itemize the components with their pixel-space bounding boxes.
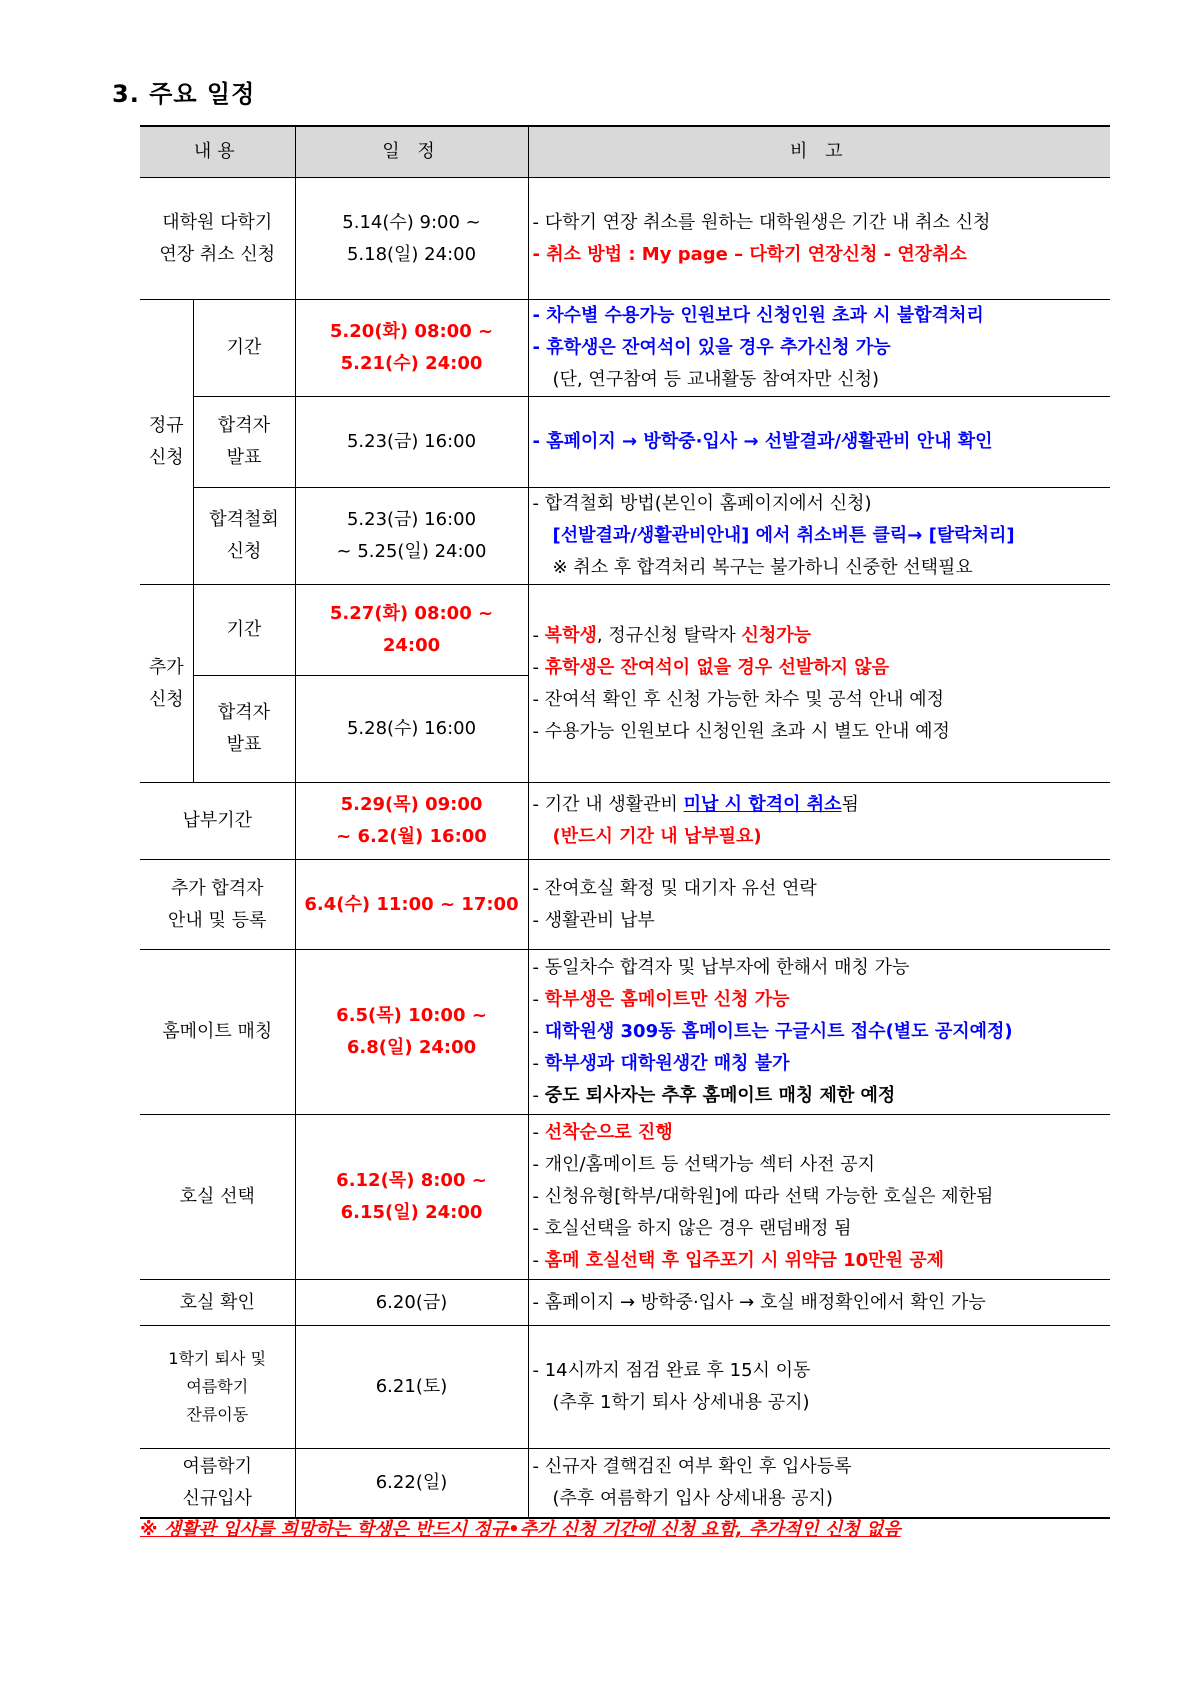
table-row: [140, 300, 1110, 397]
row-note: - 잔여호실 확정 및 대기자 유선 연락 - 생활관비 납부: [528, 860, 1110, 950]
row-label: 대학원 다학기 연장 취소 신청: [140, 178, 295, 300]
payment-warning-link: 미납 시 합격이 취소: [683, 794, 842, 815]
row-note: - 합격철회 방법(본인이 홈페이지에서 신청) [선발결과/생활관비안내] 에서 취소버튼 클릭→ [탈락처리] ※ 취소 후 합격처리 복구는 불가하니 신중한 선택필요: [528, 488, 1110, 585]
table-row: [140, 178, 1110, 300]
row-note: - 홈페이지 → 방학중·입사 → 선발결과/생활관비 안내 확인: [528, 397, 1110, 488]
row-note: - 14시까지 점검 완료 후 15시 이동 (추후 1학기 퇴사 상세내용 공지): [528, 1326, 1110, 1449]
table-row: [140, 1449, 1110, 1518]
row-date: 5.20(화) 08:00 ~ 5.21(수) 24:00: [295, 300, 528, 397]
row-label: 호실 선택: [140, 1115, 295, 1280]
footer-note: ※ 생활관 입사를 희망하는 학생은 반드시 정규•추가 신청 기간에 신청 요함, 추가적인 신청 없음: [140, 1519, 901, 1540]
row-label: 합격자 발표: [193, 397, 295, 488]
table-row: [140, 783, 1110, 860]
row-note: - 신규자 결핵검진 여부 확인 후 입사등록 (추후 여름학기 입사 상세내용 공지): [528, 1449, 1110, 1518]
header-row: [140, 126, 1110, 178]
row-label: 여름학기 신규입사: [140, 1449, 295, 1518]
table-row: [140, 1280, 1110, 1326]
row-label: 합격자 발표: [193, 676, 295, 783]
row-date: 6.22(일): [295, 1449, 528, 1518]
row-label: 1학기 퇴사 및 여름학기 잔류이동: [140, 1326, 295, 1449]
row-label: 기간: [193, 300, 295, 397]
row-label: 추가 합격자 안내 및 등록: [140, 860, 295, 950]
row-label: 홈메이트 매칭: [140, 950, 295, 1115]
row-date: 5.14(수) 9:00 ~ 5.18(일) 24:00: [295, 178, 528, 300]
row-note: - 복학생, 정규신청 탈락자 신청가능 - 휴학생은 잔여석이 없을 경우 선발하지 않음 - 잔여석 확인 후 신청 가능한 차수 및 공석 안내 예정 - 수용가능 인원보다 신청인원 초과 시 별도 안내 예정: [528, 585, 1110, 783]
row-date: 5.23(금) 16:00: [295, 397, 528, 488]
table-row: [140, 950, 1110, 1115]
row-date: 5.23(금) 16:00 ~ 5.25(일) 24:00: [295, 488, 528, 585]
row-note: - 동일차수 합격자 및 납부자에 한해서 매칭 가능 - 학부생은 홈메이트만 신청 가능 - 대학원생 309동 홈메이트는 구글시트 접수(별도 공지예정) - 학부생과 대학원생간 매칭 불가 - 중도 퇴사자는 추후 홈메이트 매칭 제한 예정: [528, 950, 1110, 1115]
row-label: 호실 확인: [140, 1280, 295, 1326]
row-label: 기간: [193, 585, 295, 676]
row-note: - 선착순으로 진행 - 개인/홈메이트 등 선택가능 섹터 사전 공지 - 신청유형[학부/대학원]에 따라 선택 가능한 호실은 제한됨 - 호실선택을 하지 않은 경우 랜덤배정 됨 - 홈메 호실선택 후 입주포기 시 위약금 10만원 공제: [528, 1115, 1110, 1280]
header-note: 비 고: [528, 126, 1110, 178]
row-note: - 다학기 연장 취소를 원하는 대학원생은 기간 내 취소 신청 - 취소 방법 : My page – 다학기 연장신청 - 연장취소: [528, 178, 1110, 300]
table-row: [140, 397, 1110, 488]
header-content: 내용: [140, 126, 295, 178]
group-label-regular: 정규 신청: [140, 300, 193, 585]
header-date: 일 정: [295, 126, 528, 178]
table-row: [140, 860, 1110, 950]
row-label: 납부기간: [140, 783, 295, 860]
group-label-extra: 추가 신청: [140, 585, 193, 783]
section-title: 3. 주요 일정: [112, 80, 256, 108]
table-row: [140, 1115, 1110, 1280]
row-date: 6.20(금): [295, 1280, 528, 1326]
row-date: 6.5(목) 10:00 ~ 6.8(일) 24:00: [295, 950, 528, 1115]
row-date: 5.28(수) 16:00: [295, 676, 528, 783]
table-row: [140, 1326, 1110, 1449]
row-label: 합격철회 신청: [193, 488, 295, 585]
row-date: 6.21(토): [295, 1326, 528, 1449]
table-row: [140, 585, 1110, 676]
table-row: [140, 488, 1110, 585]
row-note: - 기간 내 생활관비 미납 시 합격이 취소됨 (반드시 기간 내 납부필요): [528, 783, 1110, 860]
row-date: 6.12(목) 8:00 ~ 6.15(일) 24:00: [295, 1115, 528, 1280]
schedule-table: [140, 125, 1110, 1519]
row-note: - 차수별 수용가능 인원보다 신청인원 초과 시 불합격처리 - 휴학생은 잔여석이 있을 경우 추가신청 가능 (단, 연구참여 등 교내활동 참여자만 신청): [528, 300, 1110, 397]
row-date: 5.27(화) 08:00 ~ 24:00: [295, 585, 528, 676]
row-date: 6.4(수) 11:00 ~ 17:00: [295, 860, 528, 950]
row-date: 5.29(목) 09:00 ~ 6.2(월) 16:00: [295, 783, 528, 860]
row-note: - 홈페이지 → 방학중·입사 → 호실 배정확인에서 확인 가능: [528, 1280, 1110, 1326]
